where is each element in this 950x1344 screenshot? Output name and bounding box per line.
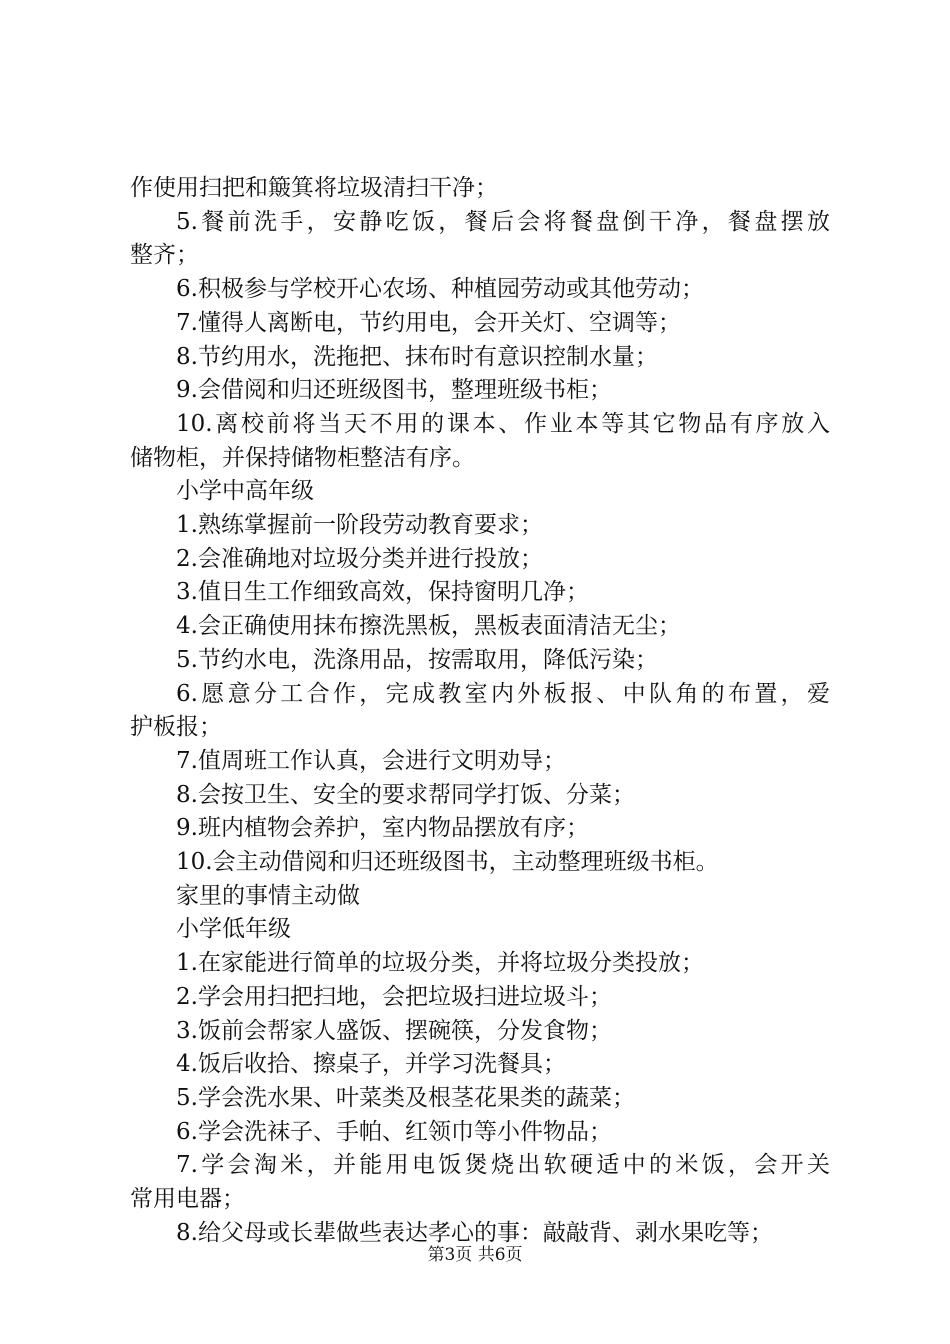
text-line: 1.熟练掌握前一阶段劳动教育要求；	[176, 512, 543, 539]
text-line: 整齐；	[130, 242, 199, 269]
text-line: 作使用扫把和簸箕将垃圾清扫干净；	[130, 175, 498, 201]
text-line: 3.饭前会帮家人盛饭、摆碗筷，分发食物；	[176, 1017, 612, 1044]
text-line: 6.学会洗袜子、手帕、红领巾等小件物品；	[176, 1118, 612, 1145]
text-line: 9.会借阅和归还班级图书，整理班级书柜；	[176, 377, 612, 404]
section-heading: 家里的事情主动做	[176, 882, 360, 909]
text-line: 储物柜，并保持储物柜整洁有序。	[130, 444, 475, 471]
text-line: 5.餐前洗手，安静吃饭，餐后会将餐盘倒干净，餐盘摆放	[176, 208, 830, 235]
text-line: 常用电器；	[130, 1186, 245, 1213]
text-line: 7.值周班工作认真，会进行文明劝导；	[176, 747, 566, 774]
text-line: 5.学会洗水果、叶菜类及根茎花果类的蔬菜；	[176, 1084, 635, 1111]
text-line: 1.在家能进行简单的垃圾分类，并将垃圾分类投放；	[176, 950, 704, 977]
text-line: 护板报；	[130, 714, 222, 741]
text-line: 3.值日生工作细致高效，保持窗明几净；	[176, 579, 589, 606]
text-line: 4.饭后收拾、擦桌子，并学习洗餐具；	[176, 1051, 566, 1078]
section-heading: 小学低年级	[176, 916, 291, 943]
document-body	[130, 172, 830, 1251]
text-line: 10.会主动借阅和归还班级图书，主动整理班级书柜。	[176, 849, 719, 876]
text-line: 8.会按卫生、安全的要求帮同学打饭、分菜；	[176, 781, 635, 808]
text-line: 7.学会淘米，并能用电饭煲烧出软硬适中的米饭，会开关	[176, 1152, 830, 1179]
text-line: 6.积极参与学校开心农场、种植园劳动或其他劳动；	[176, 276, 704, 303]
text-line: 2.学会用扫把扫地，会把垃圾扫进垃圾斗；	[176, 983, 612, 1010]
text-line: 5.节约水电，洗涤用品，按需取用，降低污染；	[176, 646, 658, 673]
section-heading: 小学中高年级	[176, 478, 314, 505]
text-line: 9.班内植物会养护，室内物品摆放有序；	[176, 815, 589, 842]
text-line: 8.节约用水，洗拖把、抹布时有意识控制水量；	[176, 343, 658, 370]
text-line: 10.离校前将当天不用的课本、作业本等其它物品有序放入	[176, 410, 830, 437]
page-number-footer: 第3页 共6页	[427, 1245, 523, 1265]
text-line: 2.会准确地对垃圾分类并进行投放；	[176, 545, 543, 572]
text-line: 6.愿意分工合作，完成教室内外板报、中队角的布置，爱	[176, 680, 830, 707]
text-line: 8.给父母或长辈做些表达孝心的事：敲敲背、剥水果吃等；	[176, 1219, 773, 1246]
text-line: 7.懂得人离断电，节约用电，会开关灯、空调等；	[176, 309, 681, 336]
text-line: 4.会正确使用抹布擦洗黑板，黑板表面清洁无尘；	[176, 613, 681, 640]
